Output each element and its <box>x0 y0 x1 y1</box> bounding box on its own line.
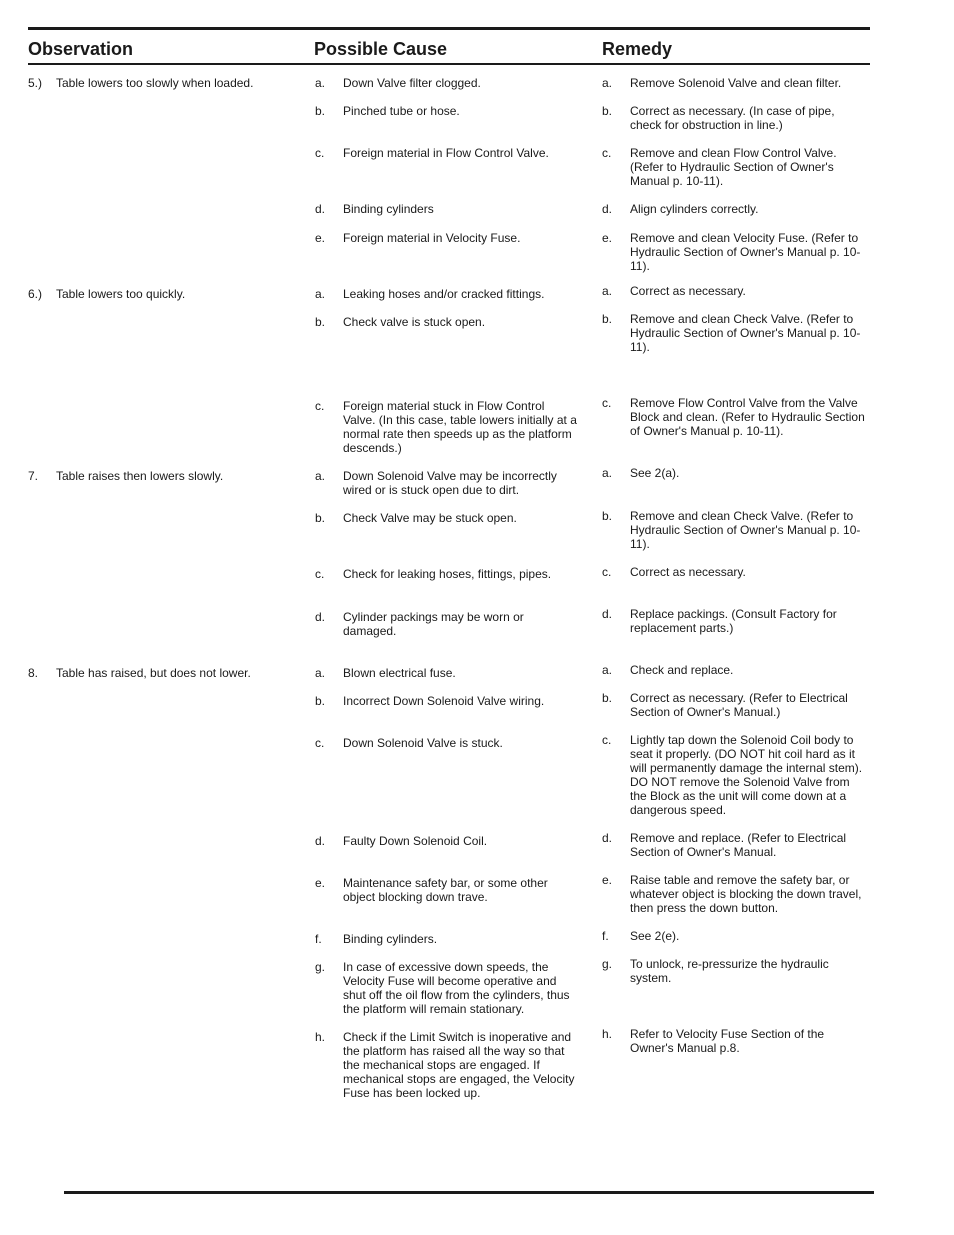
cause-text: Foreign material in Velocity Fuse. <box>343 231 521 245</box>
cause-letter: c. <box>315 736 325 750</box>
remedy-letter: d. <box>602 202 613 216</box>
remedy-letter: b. <box>602 312 613 326</box>
cause-letter: b. <box>315 694 326 708</box>
cause-letter: b. <box>315 315 326 329</box>
header-remedy: Remedy <box>602 39 673 59</box>
cause-letter: b. <box>315 511 326 525</box>
remedy-text: Remove and clean Flow Control Valve. (Refer to Hydraulic Section of Owner's Manual p. 10-11). <box>630 146 837 188</box>
header-observation: Observation <box>28 39 134 59</box>
remedy-letter: c. <box>602 733 612 747</box>
remedy-text: Remove and clean Check Valve. (Refer to Hydraulic Section of Owner's Manual p. 10-11). <box>630 509 861 551</box>
cause-letter: c. <box>315 567 325 581</box>
cause-text: Cylinder packings may be worn or damaged. <box>343 610 524 638</box>
remedy-text: Correct as necessary. <box>630 284 746 298</box>
cause-text: Incorrect Down Solenoid Valve wiring. <box>343 694 545 708</box>
cause-text: Check Valve may be stuck open. <box>343 511 517 525</box>
observation-text: Table has raised, but does not lower. <box>56 666 251 680</box>
cause-letter: a. <box>315 469 326 483</box>
remedy-text: Check and replace. <box>630 663 734 677</box>
remedy-letter: d. <box>602 831 613 845</box>
remedy-text: See 2(e). <box>630 929 680 943</box>
cause-text: Down Solenoid Valve may be incorrectly wired or is stuck open due to dirt. <box>343 469 557 497</box>
remedy-letter: a. <box>602 284 613 298</box>
cause-letter: c. <box>315 399 325 413</box>
remedy-letter: c. <box>602 146 612 160</box>
row-number: 7. <box>28 469 39 483</box>
cause-text: Faulty Down Solenoid Coil. <box>343 834 488 848</box>
cause-letter: f. <box>315 932 322 946</box>
header-possible-cause: Possible Cause <box>314 39 448 59</box>
remedy-letter: b. <box>602 691 613 705</box>
remedy-letter: h. <box>602 1027 613 1041</box>
observation-text: Table lowers too slowly when loaded. <box>56 76 254 90</box>
remedy-letter: d. <box>602 607 613 621</box>
row-number: 5.) <box>28 76 43 90</box>
cause-text: Down Solenoid Valve is stuck. <box>343 736 503 750</box>
remedy-letter: c. <box>602 396 612 410</box>
remedy-letter: a. <box>602 663 613 677</box>
remedy-text: Remove and replace. (Refer to Electrical Section of Owner's Manual. <box>630 831 847 859</box>
cause-letter: a. <box>315 76 326 90</box>
cause-letter: d. <box>315 610 326 624</box>
cause-text: Pinched tube or hose. <box>343 104 460 118</box>
cause-text: Foreign material stuck in Flow Control Valve. (In this case, table lowers initially at a normal rate then speeds up as the platform descends.) <box>343 399 577 455</box>
remedy-text: Replace packings. (Consult Factory for replacement parts.) <box>630 607 837 635</box>
cause-letter: b. <box>315 104 326 118</box>
remedy-text: Remove and clean Velocity Fuse. (Refer to Hydraulic Section of Owner's Manual p. 10-11). <box>630 231 861 273</box>
cause-letter: a. <box>315 666 326 680</box>
header-rule <box>28 63 870 65</box>
cause-letter: d. <box>315 834 326 848</box>
remedy-letter: b. <box>602 104 613 118</box>
remedy-letter: e. <box>602 873 613 887</box>
remedy-text: Refer to Velocity Fuse Section of the Owner's Manual p.8. <box>630 1027 825 1055</box>
bottom-rule <box>64 1191 874 1194</box>
cause-text: Check if the Limit Switch is inoperative and the platform has raised all the way so that the mechanical stops are engaged. If mechanical stops are engaged, the Velocity Fuse has been locked up. <box>343 1030 575 1100</box>
remedy-letter: f. <box>602 929 609 943</box>
remedy-text: Remove and clean Check Valve. (Refer to Hydraulic Section of Owner's Manual p. 10-11). <box>630 312 861 354</box>
remedy-letter: a. <box>602 76 613 90</box>
cause-letter: d. <box>315 202 326 216</box>
remedy-letter: g. <box>602 957 613 971</box>
cause-text: Binding cylinders <box>343 202 434 216</box>
cause-letter: g. <box>315 960 326 974</box>
cause-text: Check valve is stuck open. <box>343 315 486 329</box>
row-number: 8. <box>28 666 39 680</box>
observation-text: Table raises then lowers slowly. <box>56 469 224 483</box>
cause-text: Down Valve filter clogged. <box>343 76 481 90</box>
cause-text: Leaking hoses and/or cracked fittings. <box>343 287 545 301</box>
remedy-letter: c. <box>602 565 612 579</box>
cause-letter: h. <box>315 1030 326 1044</box>
cause-letter: e. <box>315 876 326 890</box>
cause-text: In case of excessive down speeds, the Velocity Fuse will become operative and shut off the oil flow from the cylinders, thus the platform will remain stationary. <box>343 960 570 1016</box>
cause-text: Binding cylinders. <box>343 932 438 946</box>
remedy-letter: a. <box>602 466 613 480</box>
remedy-text: Raise table and remove the safety bar, or whatever object is blocking the down travel, then press the down button. <box>630 873 862 915</box>
remedy-text: To unlock, re-pressurize the hydraulic system. <box>630 957 829 985</box>
row-number: 6.) <box>28 287 43 301</box>
cause-text: Check for leaking hoses, fittings, pipes. <box>343 567 552 581</box>
cause-letter: c. <box>315 146 325 160</box>
cause-text: Foreign material in Flow Control Valve. <box>343 146 549 160</box>
remedy-text: Align cylinders correctly. <box>630 202 759 216</box>
cause-text: Maintenance safety bar, or some other object blocking down trave. <box>343 876 548 904</box>
top-rule <box>28 27 870 30</box>
remedy-letter: e. <box>602 231 613 245</box>
cause-text: Blown electrical fuse. <box>343 666 456 680</box>
remedy-text: Correct as necessary. (In case of pipe, check for obstruction in line.) <box>630 104 835 132</box>
cause-letter: e. <box>315 231 326 245</box>
remedy-text: Remove Solenoid Valve and clean filter. <box>630 76 842 90</box>
remedy-text: See 2(a). <box>630 466 680 480</box>
remedy-text: Correct as necessary. <box>630 565 746 579</box>
observation-text: Table lowers too quickly. <box>56 287 186 301</box>
remedy-text: Correct as necessary. (Refer to Electrical Section of Owner's Manual.) <box>630 691 848 719</box>
cause-letter: a. <box>315 287 326 301</box>
remedy-text: Lightly tap down the Solenoid Coil body to seat it properly. (DO NOT hit coil hard as it will permanently damage the internal stem). DO NOT remove the Solenoid Valve from the Block as the unit will come down at a dangerous speed. <box>630 733 863 817</box>
remedy-text: Remove Flow Control Valve from the Valve Block and clean. (Refer to Hydraulic Section of Owner's Manual p. 10-11). <box>630 396 865 438</box>
remedy-letter: b. <box>602 509 613 523</box>
